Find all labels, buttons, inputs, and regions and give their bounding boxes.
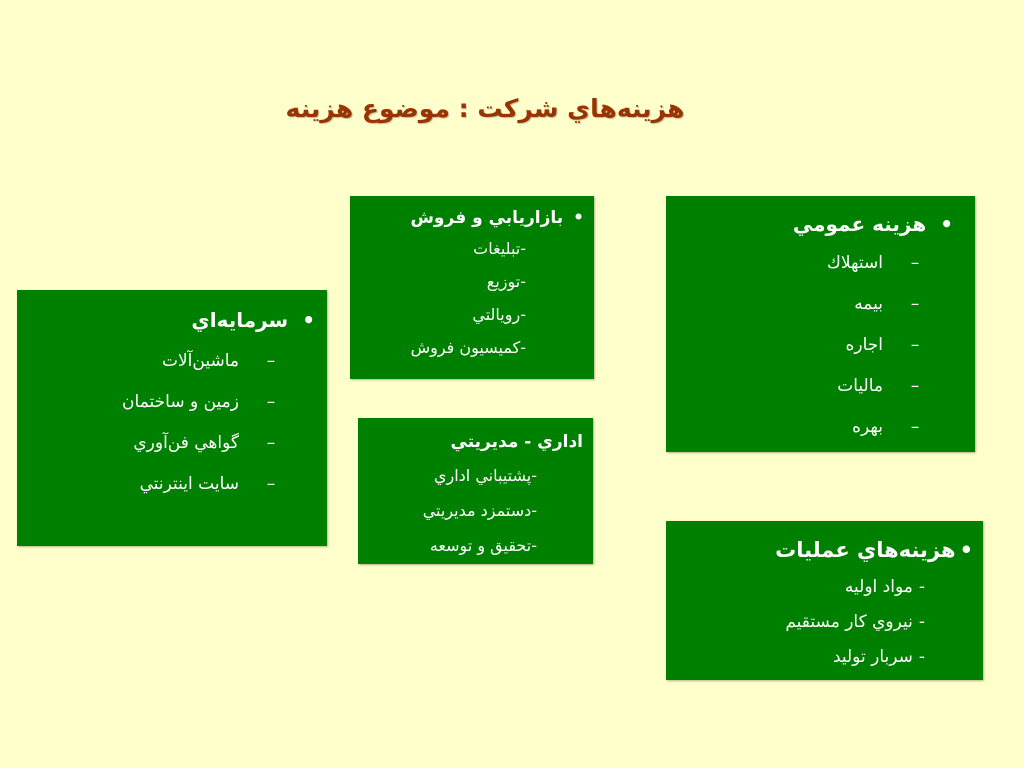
general-costs-heading-text: هزينه عمومي xyxy=(792,212,927,236)
list-item xyxy=(666,283,953,324)
bullet-icon: • xyxy=(573,208,584,228)
list-item xyxy=(17,340,315,381)
capital-costs-heading xyxy=(17,300,315,340)
list-item xyxy=(358,458,583,493)
marketing-sales-heading xyxy=(350,204,584,232)
list-item-label: ماشين‌آلات xyxy=(161,350,239,371)
dash-icon: – xyxy=(266,473,276,494)
list-item xyxy=(17,381,315,422)
list-item xyxy=(666,365,953,406)
operational-costs-box xyxy=(666,521,983,680)
list-item-label: دستمزد مديريتي xyxy=(422,501,532,520)
list-item xyxy=(666,569,973,604)
operational-costs-heading xyxy=(666,531,973,569)
bullet-icon: • xyxy=(959,538,973,562)
dash-icon: - xyxy=(520,338,526,357)
admin-costs-heading-text: اداري - مديريتي xyxy=(450,432,583,452)
list-item xyxy=(350,331,584,364)
list-item-label: استهلاك xyxy=(826,252,883,273)
marketing-sales-heading-text: بازاريابي و فروش xyxy=(410,208,564,228)
marketing-sales-box xyxy=(350,196,594,379)
dash-icon: - xyxy=(531,501,537,520)
list-item-label: سربار توليد xyxy=(832,646,913,667)
dash-icon: - xyxy=(531,536,537,555)
list-item xyxy=(666,604,973,639)
list-item xyxy=(358,493,583,528)
list-item xyxy=(17,422,315,463)
list-item-label: گواهي فن‌آوري xyxy=(133,432,239,453)
list-item xyxy=(666,406,953,447)
list-item-label: پشتيباني اداري xyxy=(433,466,532,485)
dash-icon: - xyxy=(520,305,526,324)
bullet-icon: • xyxy=(940,212,953,236)
dash-icon: - xyxy=(520,239,526,258)
slide-title: هزينه‌هاي شركت : موضوع هزينه xyxy=(285,94,685,123)
admin-costs-heading xyxy=(358,426,583,458)
list-item-label: كميسيون فروش xyxy=(410,338,521,357)
dash-icon: – xyxy=(266,391,276,412)
capital-costs-box xyxy=(17,290,327,546)
list-item xyxy=(666,324,953,365)
list-item-label: نيروي كار مستقيم xyxy=(785,611,913,632)
list-item-label: سايت اينترنتي xyxy=(139,473,239,494)
capital-costs-heading-text: سرمايه‌اي xyxy=(191,308,289,332)
dash-icon: - xyxy=(520,272,526,291)
dash-icon: – xyxy=(266,350,276,371)
list-item-label: اجاره xyxy=(845,334,883,355)
list-item-label: بيمه xyxy=(854,293,883,314)
general-costs-heading xyxy=(666,206,953,242)
list-item-label: ماليات xyxy=(837,375,883,396)
dash-icon: - xyxy=(531,466,537,485)
list-item xyxy=(666,639,973,674)
dash-icon: – xyxy=(910,334,920,355)
list-item-label: زمين و ساختمان xyxy=(122,391,239,412)
list-item xyxy=(350,232,584,265)
dash-icon: – xyxy=(910,375,920,396)
general-costs-box xyxy=(666,196,975,452)
dash-icon: – xyxy=(910,252,920,273)
list-item xyxy=(350,265,584,298)
dash-icon: – xyxy=(910,293,920,314)
list-item xyxy=(666,242,953,283)
operational-costs-heading-text: هزينه‌هاي عمليات xyxy=(775,538,956,562)
list-item-label: تحقيق و توسعه xyxy=(429,536,532,555)
list-item xyxy=(350,298,584,331)
list-item-label: بهره xyxy=(852,416,883,437)
list-item-label: رويالتي xyxy=(472,305,521,324)
list-item xyxy=(17,463,315,504)
dash-icon: - xyxy=(918,646,925,667)
dash-icon: - xyxy=(918,576,925,597)
dash-icon: - xyxy=(918,611,925,632)
admin-costs-box xyxy=(358,418,593,564)
list-item-label: مواد اوليه xyxy=(844,576,913,597)
list-item-label: تبليغات xyxy=(473,239,521,258)
dash-icon: – xyxy=(266,432,276,453)
list-item xyxy=(358,528,583,563)
dash-icon: – xyxy=(910,416,920,437)
list-item-label: توزيع xyxy=(486,272,521,291)
bullet-icon: • xyxy=(302,308,315,332)
